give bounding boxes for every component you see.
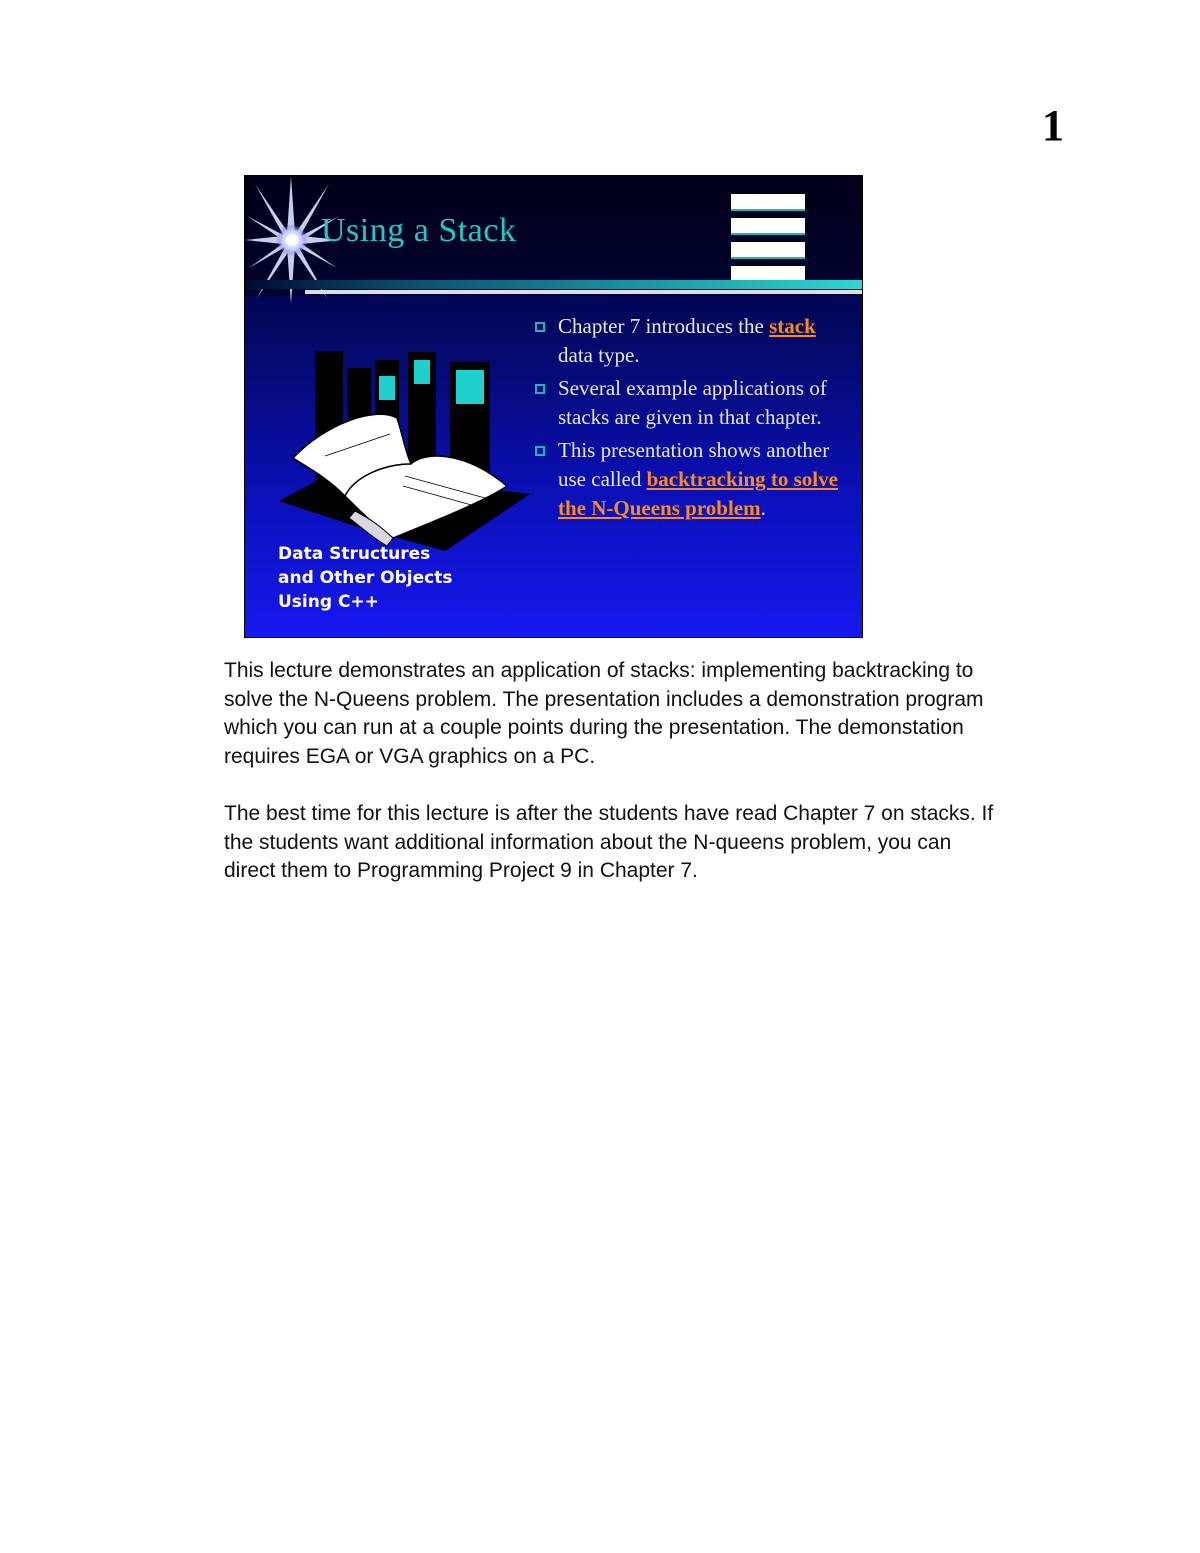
bullet-item	[533, 312, 853, 370]
book-caption-line: Data Structures	[278, 544, 431, 564]
square-bullet-icon	[535, 384, 545, 394]
bullet-list	[533, 312, 853, 527]
book-caption-line: and Other Objects	[278, 568, 453, 588]
bullet-text: .	[760, 496, 766, 520]
books-icon	[275, 346, 535, 556]
bullet-text: This presentation shows another use called	[558, 438, 830, 491]
lecture-notes	[224, 657, 994, 915]
square-bullet-icon	[535, 322, 545, 332]
book-caption-line: Using C++	[278, 592, 379, 612]
highlight-link[interactable]: stack	[769, 314, 816, 338]
notes-paragraph: The best time for this lecture is after the students have read Chapter 7 on stacks. If the students want additional information about the N-queens problem, you can direct them to Programming Project 9 in Chapter 7.	[224, 802, 994, 882]
stack-layer	[731, 194, 805, 211]
square-bullet-icon	[535, 446, 545, 456]
bullet-text: Chapter 7 introduces the	[558, 314, 770, 338]
notes-paragraph: This lecture demonstrates an application of stacks: implementing backtracking to solve the N-Queens problem. The presentation includes a demonstration program which you can run at a couple points during the presentation. The demonstation requires EGA or VGA graphics on a PC.	[224, 659, 984, 768]
bullet-item	[533, 436, 853, 523]
bullet-text: Several example applications of stacks are given in that chapter.	[558, 376, 827, 429]
book-cover-caption	[278, 542, 452, 614]
bullet-text: data type.	[558, 343, 640, 367]
slide-title: Using a Stack	[321, 212, 517, 249]
page-number: 1	[1042, 101, 1064, 150]
slide	[244, 175, 863, 638]
highlight-link[interactable]: backtracking to solve the N-Queens problem	[558, 467, 838, 520]
bullet-item	[533, 374, 853, 432]
title-rule-highlight	[305, 290, 862, 294]
stack-icon	[731, 194, 805, 290]
title-rule	[245, 280, 862, 289]
stack-layer	[731, 242, 805, 259]
stack-layer	[731, 218, 805, 235]
